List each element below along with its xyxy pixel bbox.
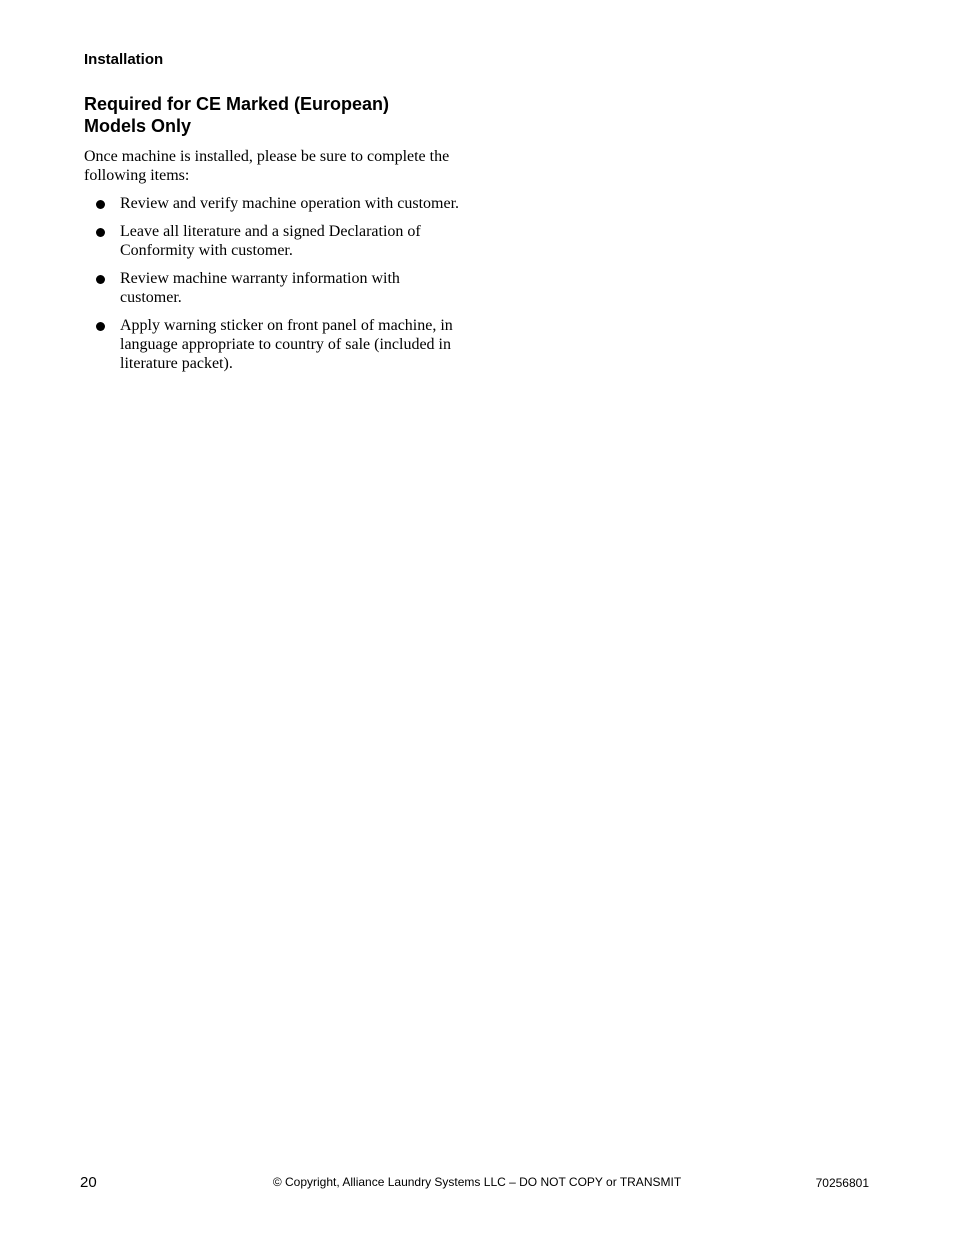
list-item-text: Leave all literature and a signed Declaration of Conformity with customer. (120, 223, 421, 259)
list-item (84, 316, 464, 373)
section-title (84, 93, 464, 137)
copyright-notice: © Copyright, Alliance Laundry Systems LLC – DO NOT COPY or TRANSMIT (272, 1175, 682, 1189)
bullet-icon (96, 275, 105, 284)
section-title-line-1: Required for CE Marked (European) (84, 94, 390, 114)
list-item (84, 194, 464, 213)
page-number: 20 (80, 1174, 97, 1191)
list-item-text: Apply warning sticker on front panel of machine, in language appropriate to country of sale (included in literature packet). (120, 317, 453, 372)
running-header: Installation (84, 51, 164, 68)
list-item (84, 222, 464, 260)
bullet-icon (96, 200, 105, 209)
intro-paragraph: Once machine is installed, please be sure to complete the following items: (84, 148, 450, 184)
bullet-icon (96, 228, 105, 237)
checklist (84, 194, 464, 382)
section-title-line-2: Models Only (84, 116, 192, 136)
bullet-icon (96, 322, 105, 331)
list-item-text: Review machine warranty information with customer. (120, 270, 400, 306)
document-number: 70256801 (815, 1176, 869, 1190)
list-item (84, 269, 464, 307)
list-item-text: Review and verify machine operation with customer. (120, 195, 460, 212)
